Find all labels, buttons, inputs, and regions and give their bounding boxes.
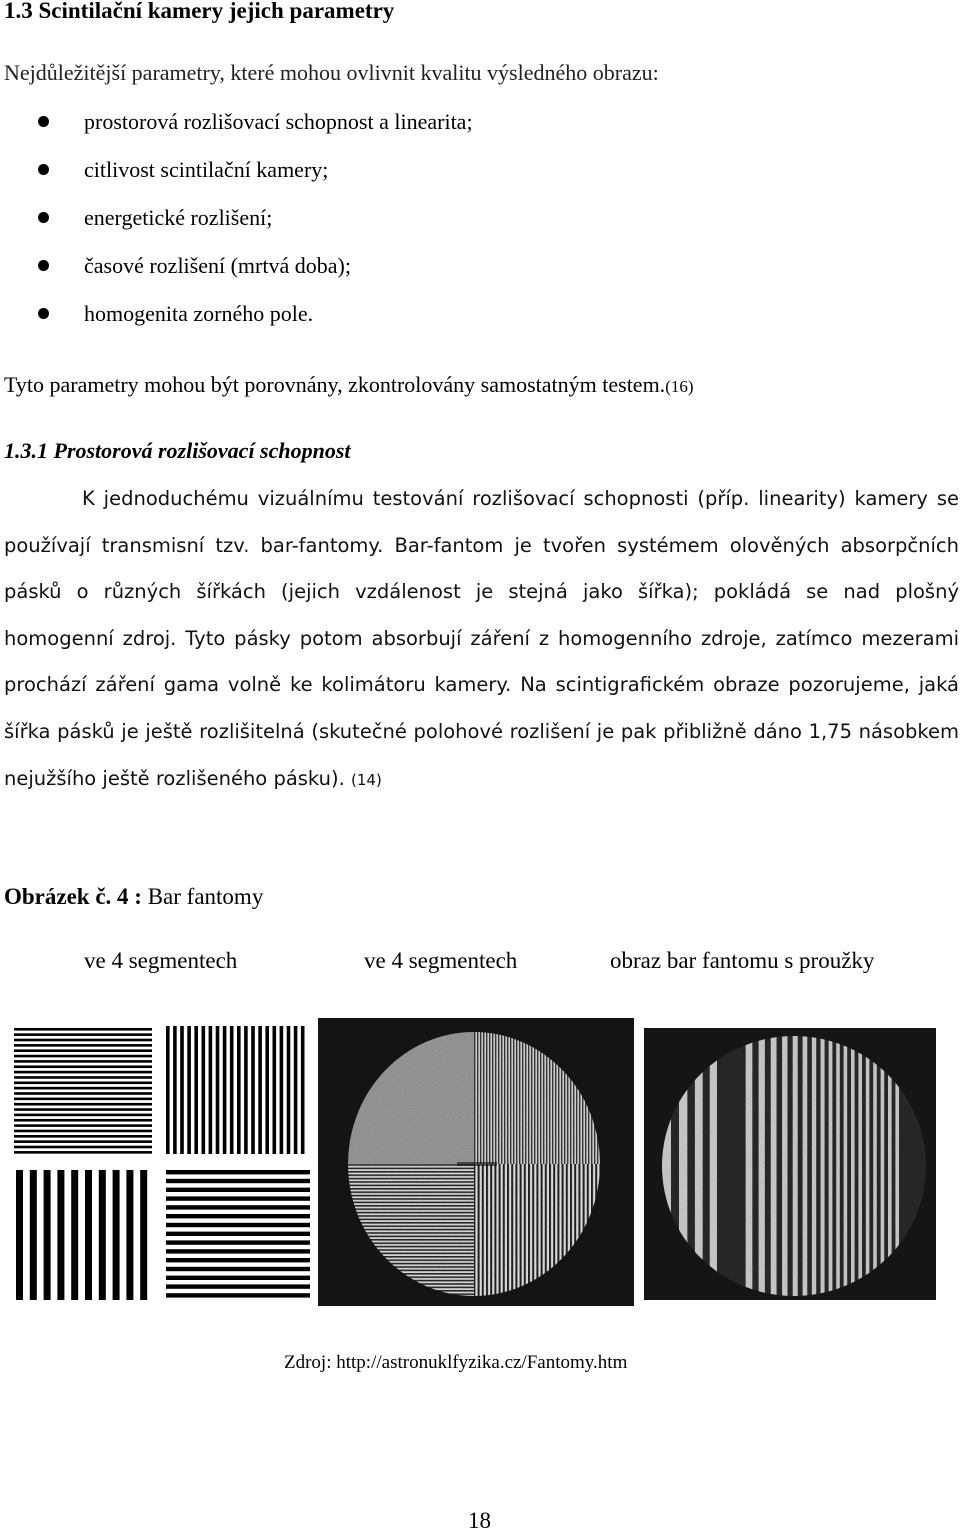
bar-group-top-left bbox=[14, 1028, 152, 1154]
phantom-bar bbox=[166, 1267, 310, 1271]
phantom-bar bbox=[166, 1179, 310, 1183]
phantom-bar bbox=[166, 1284, 310, 1288]
phantom-bar bbox=[71, 1170, 78, 1300]
phantom-bar bbox=[14, 1087, 152, 1090]
phantom-bar bbox=[265, 1026, 269, 1154]
segment-label-1: ve 4 segmentech bbox=[84, 948, 238, 973]
phantom-bar bbox=[14, 1028, 152, 1031]
phantom-bar bbox=[287, 1026, 291, 1154]
list-item-text: energetické rozlišení; bbox=[84, 205, 273, 230]
bullet-icon bbox=[38, 260, 49, 271]
phantom-bar bbox=[280, 1026, 284, 1154]
phantom-bar bbox=[812, 1028, 816, 1300]
phantom-bar bbox=[858, 1028, 862, 1300]
phantom-bar bbox=[251, 1026, 255, 1154]
phantom-bar bbox=[113, 1170, 120, 1300]
phantom-bar bbox=[836, 1028, 840, 1300]
phantom-bar bbox=[829, 1028, 833, 1300]
phantom-scan-quadrants-image bbox=[318, 1018, 634, 1306]
phantom-bar bbox=[14, 1044, 152, 1047]
phantom-bar bbox=[803, 1028, 808, 1300]
bullet-icon bbox=[38, 164, 49, 175]
phantom-bar bbox=[14, 1082, 152, 1085]
phantom-bar bbox=[821, 1028, 825, 1300]
phantom-bar bbox=[166, 1214, 310, 1218]
phantom-bar bbox=[166, 1205, 310, 1209]
phantom-bar bbox=[230, 1026, 234, 1154]
phantom-bar bbox=[166, 1240, 310, 1244]
phantom-bar bbox=[166, 1249, 310, 1253]
phantom-bar bbox=[216, 1026, 220, 1154]
phantom-bar bbox=[194, 1026, 198, 1154]
intro-text: Nejdůležitější parametry, které mohou ovlivnit kvalitu výsledného obrazu: bbox=[4, 60, 659, 85]
phantom-bar bbox=[14, 1033, 152, 1036]
phantom-bar bbox=[166, 1196, 310, 1200]
phantom-bar bbox=[14, 1135, 152, 1138]
phantom-bar bbox=[180, 1026, 184, 1154]
phantom-bar bbox=[782, 1028, 787, 1300]
phantom-bar bbox=[166, 1258, 310, 1262]
list-item-text: časové rozlišení (mrtvá doba); bbox=[84, 253, 351, 278]
test-sentence-text: Tyto parametry mohou být porovnány, zkontrolovány samostatným testem. bbox=[4, 372, 666, 397]
phantom-bar bbox=[873, 1028, 877, 1300]
bar-group-bottom-left bbox=[16, 1170, 147, 1300]
bar-group-top-right bbox=[166, 1026, 305, 1154]
phantom-bar bbox=[166, 1188, 310, 1192]
phantom-bar bbox=[258, 1026, 262, 1154]
phantom-bar bbox=[166, 1232, 310, 1236]
phantom-bar bbox=[166, 1223, 310, 1227]
phantom-bar bbox=[166, 1293, 310, 1297]
list-item-text: homogenita zorného pole. bbox=[84, 301, 314, 326]
phantom-bar bbox=[173, 1026, 177, 1154]
phantom-bar bbox=[202, 1026, 206, 1154]
phantom-bar bbox=[85, 1170, 92, 1300]
phantom-bar bbox=[166, 1170, 310, 1174]
phantom-bar bbox=[301, 1026, 305, 1154]
phantom-bar bbox=[57, 1170, 64, 1300]
phantom-bar bbox=[187, 1026, 191, 1154]
page-number: 18 bbox=[468, 1508, 491, 1533]
phantom-bar bbox=[30, 1170, 37, 1300]
section-title: 1.3 Scintilační kamery jejich parametry bbox=[4, 0, 395, 23]
phantom-bar bbox=[126, 1170, 133, 1300]
phantom-bar bbox=[866, 1028, 870, 1300]
body-paragraph bbox=[4, 476, 959, 803]
bar-phantom-diagram-image bbox=[14, 1026, 310, 1300]
citation-ref: (14) bbox=[351, 770, 382, 789]
phantom-bar bbox=[14, 1039, 152, 1042]
phantom-bar bbox=[14, 1108, 152, 1111]
phantom-bar bbox=[844, 1028, 848, 1300]
phantom-bar bbox=[746, 1028, 753, 1300]
phantom-bar bbox=[244, 1026, 248, 1154]
phantom-bar bbox=[14, 1098, 152, 1101]
phantom-bar bbox=[14, 1055, 152, 1058]
bullet-icon bbox=[38, 116, 49, 127]
segment-label-2: ve 4 segmentech bbox=[364, 948, 518, 973]
phantom-bar bbox=[14, 1103, 152, 1106]
phantom-bar bbox=[793, 1028, 798, 1300]
paragraph-text: K jednoduchému vizuálnímu testování rozlišovací schopnosti (příp. linearity) kamery se používají transmisní tzv. bar-fantomy. Bar-fantom je tvořen systémem olověných absorpčních pásků o různých šířkách (jejich vzdálenost je stejná jako šířka); pokládá se nad plošný homogenní zdroj. Tyto pásky potom absorbují záření z homogenního zdroje, zatímco mezerami prochází záření gama volně ke kolimátoru kamery. Na scintigrafickém obraze pozorujeme, jaká šířka pásků je ještě rozlišitelná (skutečné polohové rozlišení je pak přibližně dáno 1,75 násobkem nejužšího ještě rozlišeného pásku). bbox=[4, 487, 959, 790]
bar-group-bottom-right bbox=[166, 1170, 310, 1298]
phantom-bar bbox=[166, 1276, 310, 1280]
figure-caption bbox=[4, 884, 263, 910]
phantom-bar bbox=[209, 1026, 213, 1154]
phantom-bar bbox=[710, 1028, 717, 1300]
phantom-bar bbox=[16, 1170, 23, 1300]
phantom-scan-stripes-image bbox=[644, 1028, 936, 1300]
figure-label: Obrázek č. 4 : bbox=[4, 884, 142, 909]
phantom-bar bbox=[14, 1076, 152, 1079]
list-item-text: prostorová rozlišovací schopnost a linearita; bbox=[84, 109, 473, 134]
phantom-bar bbox=[14, 1071, 152, 1074]
citation-ref: (16) bbox=[665, 377, 694, 396]
phantom-bar bbox=[851, 1028, 855, 1300]
phantom-bar bbox=[14, 1146, 152, 1149]
phantom-bar bbox=[44, 1170, 51, 1300]
phantom-bar bbox=[223, 1026, 227, 1154]
segment-label-3: obraz bar fantomu s proužky bbox=[610, 948, 875, 973]
phantom-bar bbox=[759, 1028, 765, 1300]
phantom-bar bbox=[14, 1049, 152, 1052]
figure-source: Zdroj: http://astronuklfyzika.cz/Fantomy.htm bbox=[284, 1352, 628, 1373]
phantom-bar bbox=[14, 1140, 152, 1143]
phantom-bar bbox=[294, 1026, 298, 1154]
phantom-bar bbox=[14, 1065, 152, 1068]
bullet-icon bbox=[38, 212, 49, 223]
phantom-bar bbox=[14, 1092, 152, 1095]
phantom-bar bbox=[14, 1114, 152, 1117]
list-item-text: citlivost scintilační kamery; bbox=[84, 157, 329, 182]
phantom-bar bbox=[14, 1119, 152, 1122]
test-sentence bbox=[4, 372, 694, 398]
phantom-bar bbox=[14, 1130, 152, 1133]
phantom-bar bbox=[99, 1170, 106, 1300]
subsection-title: 1.3.1 Prostorová rozlišovací schopnost bbox=[4, 438, 351, 463]
figure-title: Bar fantomy bbox=[147, 884, 264, 909]
phantom-bar bbox=[140, 1170, 147, 1300]
phantom-bar bbox=[14, 1060, 152, 1063]
bullet-icon bbox=[38, 308, 49, 319]
phantom-bar bbox=[14, 1151, 152, 1154]
phantom-bar bbox=[771, 1028, 777, 1300]
phantom-bar bbox=[14, 1124, 152, 1127]
phantom-bar bbox=[237, 1026, 241, 1154]
phantom-bar bbox=[166, 1026, 170, 1154]
phantom-bar bbox=[273, 1026, 277, 1154]
